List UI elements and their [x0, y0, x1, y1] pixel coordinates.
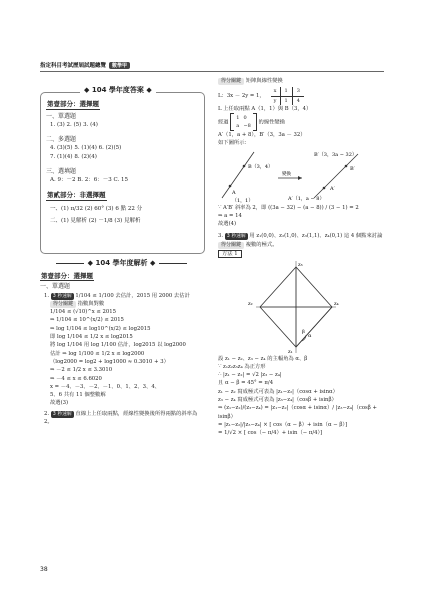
fig-label-bp: B′（3，3a − 32）: [314, 151, 357, 158]
fig-label-a: A: [232, 189, 236, 196]
q1-line-9: （log2000 = log2 + log1000 ≈ 0.3010 + 3）: [50, 358, 169, 365]
page-header: [40, 61, 130, 69]
q1-line-11: ⇒ －4 ≤ x ≤ 6.6020: [50, 375, 102, 382]
fig2-beta: β: [302, 328, 305, 335]
q1-line-6: 即 log 1/104 ≤ 1/2 x ≤ log2015: [50, 334, 133, 341]
q1-line-7: 將 log 1/104 用 log 1/100 估計，log2015 以 log2000: [50, 342, 186, 349]
q2-tip: 2. 3 秒速解 直線上上任取兩點，經線性變換後所得兩點的斜率為 2。: [44, 410, 198, 426]
r-l1: L 上任取兩點 A（1，1）與 B（3，4）: [218, 105, 312, 112]
part1-heading: 第壹部分：選擇題: [47, 100, 99, 108]
fig-label-ap: A′（1，a − 8）: [288, 195, 325, 202]
fig2-z1: z₁: [288, 348, 293, 355]
r-l6: ⇒ a = 14: [218, 213, 242, 220]
fig2-z4: z₄: [334, 300, 339, 307]
xy-table: x 1 3 y 1 4: [271, 87, 304, 105]
fig-label-c: （1，1）: [232, 197, 254, 204]
analysis-single-title: 一、單選題: [40, 283, 71, 291]
r-r4: 且 α − β = 45° = π/4: [218, 380, 274, 387]
fig2-z2: z₂: [248, 300, 253, 307]
q1-line-5: ⇒ log 1/104 ≤ log10^(x/2) ≤ log2015: [50, 325, 151, 332]
header-rule: [40, 71, 384, 72]
single-answers: 1. (3) 2. (5) 3. (4): [50, 122, 98, 128]
r-r3: ∴ |z₁ − z₂| = √2 |z₃ − z₄|: [218, 372, 282, 379]
transform-figure: [218, 148, 384, 204]
q3-tip: 3. 3 秒速解 用 z₁(0,0)、z₂(1,0)、z₃(1,1)、z₄(0,1) 這 4 個點來討論: [218, 232, 383, 239]
r-r5: z₁ − z₂ 寫成極式可表為 |z₁−z₂|（cosα + isinα）: [218, 388, 338, 395]
q1-line-14: 故選(3): [50, 400, 69, 407]
r-r7: ⇒ (z₁−z₂)/(z₃−z₄) = |z₁−z₂|（cosα + isinα）/ |z₃−z₄|（cosβ + isinβ）: [218, 405, 377, 420]
fig-label-ra: A′: [330, 185, 335, 192]
q3-badge: 3 秒速解: [226, 233, 246, 239]
r-l2: 經過 1 0 a −8 的線性變換: [218, 115, 286, 130]
line-equation: L：3x － 2y = 1，: [218, 92, 265, 99]
multi-answers-2: 7. (1)(4) 8. (2)(4): [50, 154, 97, 160]
right-column: 得分關鍵 矩陣與線性變換 L：3x － 2y = 1， x 1 3 y 1 4 L 上任取兩點 A（1，1）與 B（3，4） 經過 1 0 a −8 的線性變換 A′（1，a + 8），B′（3，3a － 32） 如下圖所示： A B（3，4） （1，1） A′ B′ B′（3，3a − 32） A′（1，a − 8） 變換 ∵ A′B′ 斜率為 2，即 ((3a − 32) − (a − 8)) / (3 − 1) = 2 ⇒ a = 14 故選(4) 3. 3 秒速解 用 z₁(0,0)、z₂(1,0)、z₃(1,1)、z₄(0,1) 這 4 個點來討論 得分關鍵 複數的極式。 方法 1 z₂ z₃ z₄ z₁ α β 設 z₁ − z₂、z₃ − z₄ 的主輻角為 α、β ∵ z₁z₂z₃z₄ 為正方形 ∴ |z₁ − z₂| = √2 |z₃ − z₄| 且 α − β = 45° = π/4 z₁ − z₂ 寫成極式可表為 |z₁−z₂|（cosα + isinα） z₃ − z₄ 寫成極式可表為 |z₃−z₄|（cosβ + isinβ） ⇒ (z₁−z₂)/(z₃−z₄) = |z₁−z₂|（cosα + isinα）/ |z₃−z₄|（cosβ + isinβ） = |z₁−z₂|/|z₃−z₄| × [ cos（α − β）+ isin（α − β）] = 1/√2 × [ cos（− π/4）+ isin（− π/4）]: [218, 77, 386, 438]
fill-title: 三、選填題: [46, 168, 77, 175]
q1-line-10: ⇒ －2 ≤ 1/2 x ≤ 3.3010: [50, 367, 113, 374]
page-number: 38: [40, 566, 48, 573]
nonselect-2: 二、(1) 見解析 (2) －1/8 (3) 見解析: [50, 218, 141, 224]
fig-arrow-label: 變換: [282, 171, 291, 177]
q1-line-8: 估計 ⇒ log 1/100 ≤ 1/2 x ≤ log2000: [50, 350, 145, 357]
single-title: 一、單選題: [46, 113, 77, 120]
analysis-part1: 第壹部分：選擇題: [41, 272, 93, 280]
fig2-z3: z₃: [298, 261, 303, 268]
r-r8: = |z₁−z₂|/|z₃−z₄| × [ cos（α − β）+ isin（α − β）]: [218, 421, 348, 428]
answer-content: [46, 100, 201, 226]
r-r1: 設 z₁ − z₂、z₃ − z₄ 的主輻角為 α、β: [218, 355, 308, 362]
q1-badge: 3 秒速解: [52, 293, 72, 299]
fig2-alpha: α: [308, 332, 312, 339]
r-l7: 故選(4): [218, 221, 237, 228]
analysis-title: ◆ 104 學年度解析 ◆: [40, 258, 203, 268]
q1-line-4: ⇒ 1/104 ≤ 10^(x/2) ≤ 2015: [50, 317, 124, 324]
r-r9: = 1/√2 × [ cos（− π/4）+ isin（− π/4）]: [218, 430, 323, 437]
q1-highlight: 得分關鍵: [50, 301, 76, 308]
part2-heading: 第貳部分：非選擇題: [47, 191, 106, 199]
topic2-badge: 得分關鍵: [218, 242, 244, 249]
fig-label-rb: B′: [350, 165, 355, 172]
q1-tip: 1. 3 秒速解 1/104 ≤ 1/100 去估計，2015 用 2000 去估計: [44, 292, 190, 299]
q1-line-13: 5、6 共有 11 個整數解: [50, 392, 106, 399]
header-tag: 數學甲: [109, 62, 130, 69]
analysis-content: 第壹部分：選擇題 一、單選題 1. 3 秒速解 1/104 ≤ 1/100 去估計，2015 用 2000 去估計 得分關鍵 指數與對數 1/104 ≤ (√10)^x ≤ 2015 ⇒ 1/104 ≤ 10^(x/2) ≤ 2015 ⇒ log 1/104 ≤ log10^(x/2) ≤ log2015 即 log 1/104 ≤ 1/2 x ≤ log2015 將 log 1/104 用 log 1/100 估計，log2015 以 log2000 估計 ⇒ log 1/100 ≤ 1/2 x ≤ log2000 （log2000 = log2 + log1000 ≈ 0.3010 + 3） ⇒ －2 ≤ 1/2 x ≤ 3.3010 ⇒ －4 ≤ x ≤ 6.6020 x = －4、－3、－2、－1、0、1、2、3、4、 5、6 共有 11 個整數解 故選(3) 2. 3 秒速解 直線上上任取兩點，經線性變換後所得兩點的斜率為 2。: [40, 272, 206, 426]
header-title: 指定科目考試歷屆試題總覽: [40, 63, 107, 69]
q1-line-12: x = －4、－3、－2、－1、0、1、2、3、4、: [50, 383, 160, 390]
multi-title: 二、多選題: [46, 136, 77, 143]
fill-answers: A. 9：－2 B. 2：6：－3 C. 15: [50, 177, 129, 183]
q1-line-3: 1/104 ≤ (√10)^x ≤ 2015: [50, 309, 117, 316]
r-l3: A′（1，a + 8），B′（3，3a － 32）: [218, 132, 306, 139]
nonselect-1: 一、(1) π/32 (2) 60° (3) 6 點 22 分: [50, 206, 143, 212]
answer-box-title: ◆ 104 學年度答案 ◆: [80, 85, 156, 95]
r-l5: ∵ A′B′ 斜率為 2，即 ((3a − 32) − (a − 8)) / (3 − 1) = 2: [218, 204, 359, 211]
r-r6: z₃ − z₄ 寫成極式可表為 |z₃−z₄|（cosβ + isinβ）: [218, 397, 337, 404]
r-l4: 如下圖所示：: [218, 140, 250, 147]
method-label: 方法 1: [218, 250, 242, 258]
topic1-badge: 得分關鍵: [218, 78, 244, 85]
multi-answers-1: 4. (3)(5) 5. (1)(4) 6. (2)(5): [50, 145, 122, 151]
fig-label-b: B（3，4）: [248, 163, 274, 170]
square-figure: [236, 259, 356, 355]
q2-badge: 3 秒速解: [52, 411, 72, 417]
r-r2: ∵ z₁z₂z₃z₄ 為正方形: [218, 363, 266, 370]
